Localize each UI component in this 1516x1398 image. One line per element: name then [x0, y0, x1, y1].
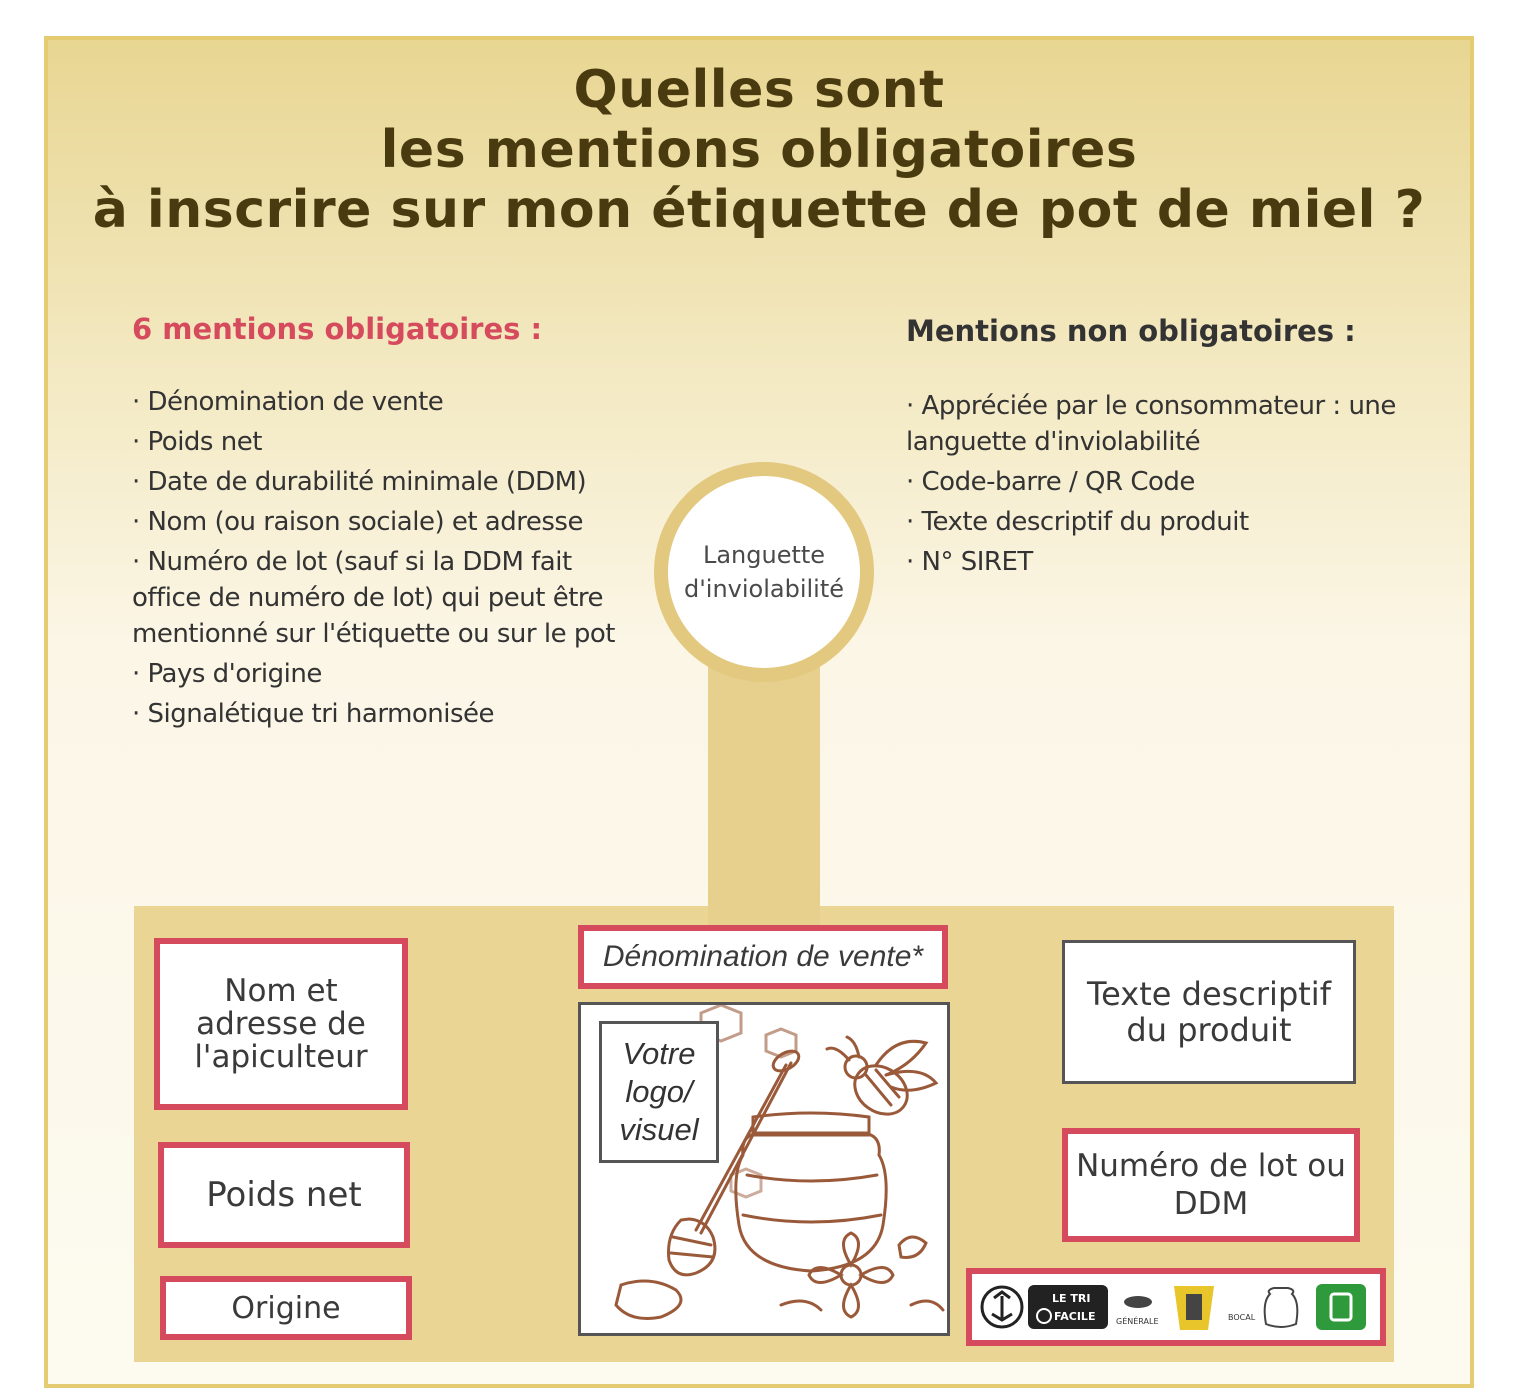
- logo-placeholder: [599, 1021, 719, 1163]
- description-box: [1062, 940, 1356, 1084]
- sorting-info-box: [966, 1268, 1386, 1346]
- optional-item: · Appréciée par le consommateur : une languette d'inviolabilité: [906, 391, 1396, 457]
- description-text: Texte descriptif du produit: [1087, 975, 1331, 1049]
- net-weight-box: [158, 1142, 410, 1248]
- seal-text-line-2: d'inviolabilité: [683, 575, 845, 603]
- tri-logo-text-2: FACILE: [1054, 1310, 1096, 1323]
- triman-sorting-logo: [978, 1280, 1374, 1334]
- lid-icon: [1124, 1296, 1152, 1308]
- seal-circle: [668, 476, 860, 668]
- mandatory-heading: 6 mentions obligatoires :: [132, 312, 543, 346]
- seal-text-line-1: Languette: [702, 541, 826, 569]
- producer-name-box: [154, 938, 408, 1110]
- optional-item: · N° SIRET: [906, 547, 1033, 577]
- tri-bin-1-label: GÉNÉRALE: [1116, 1317, 1159, 1326]
- seal-strip: [708, 640, 820, 930]
- green-bin-icon: [1316, 1284, 1366, 1330]
- optional-item: · Texte descriptif du produit: [906, 507, 1249, 537]
- logo-text-line-2: logo/: [625, 1074, 693, 1109]
- sales-name-box: [578, 925, 948, 989]
- mandatory-item: · Date de durabilité minimale (DDM): [132, 467, 587, 497]
- producer-name-text: Nom et adresse de l'apiculteur: [194, 972, 368, 1075]
- batch-number-text: Numéro de lot ou DDM: [1076, 1148, 1346, 1222]
- mandatory-item: · Nom (ou raison sociale) et adresse: [132, 507, 583, 537]
- sales-name-text: Dénomination de vente*: [602, 940, 924, 973]
- title-line-1: Quelles sont: [573, 60, 945, 120]
- mandatory-item: · Pays d'origine: [132, 659, 322, 689]
- title-line-2: les mentions obligatoires: [380, 120, 1138, 180]
- mandatory-item: · Dénomination de vente: [132, 387, 444, 417]
- mandatory-list: [132, 384, 637, 736]
- page-title: [44, 60, 1474, 240]
- visual-box: [578, 1002, 950, 1336]
- tri-logo-text-1: LE TRI: [1052, 1292, 1091, 1305]
- mandatory-item: · Poids net: [132, 427, 262, 457]
- optional-heading: Mentions non obligatoires :: [906, 314, 1356, 348]
- logo-text-line-3: visuel: [619, 1112, 699, 1147]
- optional-list: [906, 388, 1426, 584]
- logo-text-line-1: Votre: [622, 1036, 696, 1071]
- tri-bin-2-label: BOCAL: [1228, 1313, 1256, 1322]
- net-weight-text: Poids net: [206, 1175, 362, 1215]
- optional-item: · Code-barre / QR Code: [906, 467, 1195, 497]
- origin-text: Origine: [231, 1290, 341, 1326]
- triman-icon: [982, 1287, 1022, 1327]
- mandatory-item: · Numéro de lot (sauf si la DDM fait office de numéro de lot) qui peut être mentionné sur l'étiquette ou sur le pot: [132, 547, 615, 649]
- mandatory-item: · Signalétique tri harmonisée: [132, 699, 495, 729]
- batch-number-box: [1062, 1128, 1360, 1242]
- title-line-3: à inscrire sur mon étiquette de pot de miel ?: [92, 180, 1426, 240]
- jar-icon: [1265, 1288, 1298, 1327]
- origin-box: [160, 1276, 412, 1340]
